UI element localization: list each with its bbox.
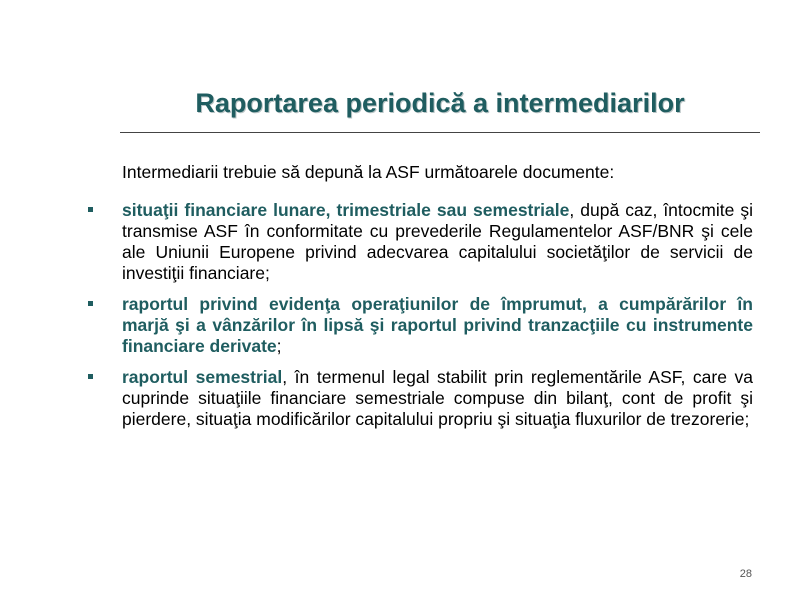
title-divider: [120, 132, 760, 133]
page-number: 28: [739, 568, 752, 580]
bullet-lead: raportul privind evidenţa operaţiunilor de împrumut, a cumpărărilor în marjă şi a vânzărilor în lipsă şi raportul privind tranzacţiile cu instrumente financiare derivate: [122, 294, 753, 356]
slide-title: Raportarea periodică a intermediarilor: [195, 88, 685, 118]
bullet-rest: , după caz, întocmite şi transmise ASF în conformitate cu prevederile Regulamentelor ASF/BNR şi cele ale Uniunii Europene privind adecvarea capitalului societăţilor de servicii de investiţii financiare;: [122, 200, 753, 283]
intro-text: Intermediarii trebuie să depună la ASF următoarele documente:: [122, 162, 615, 182]
square-bullet-icon: [88, 301, 93, 306]
bullet-item: [0, 294, 800, 357]
bullet-text: [122, 294, 753, 357]
bullet-lead: raportul semestrial: [122, 367, 283, 387]
bullet-rest: , în termenul legal stabilit prin reglementările ASF, care va cuprinde situaţiile financiare semestriale compuse din bilanţ, cont de profit şi pierdere, situaţia modificărilor capitalului propriu şi situaţia fluxurilor de trezorerie;: [122, 367, 754, 429]
bullet-list: [0, 200, 800, 440]
square-bullet-icon: [88, 374, 93, 379]
square-bullet-icon: [88, 207, 93, 212]
bullet-text: [122, 367, 753, 430]
bullet-item: [0, 367, 800, 430]
bullet-lead: situaţii financiare lunare, trimestriale sau semestriale: [122, 200, 570, 220]
bullet-rest: ;: [276, 336, 282, 356]
bullet-text: [122, 200, 753, 284]
bullet-item: [0, 200, 800, 284]
